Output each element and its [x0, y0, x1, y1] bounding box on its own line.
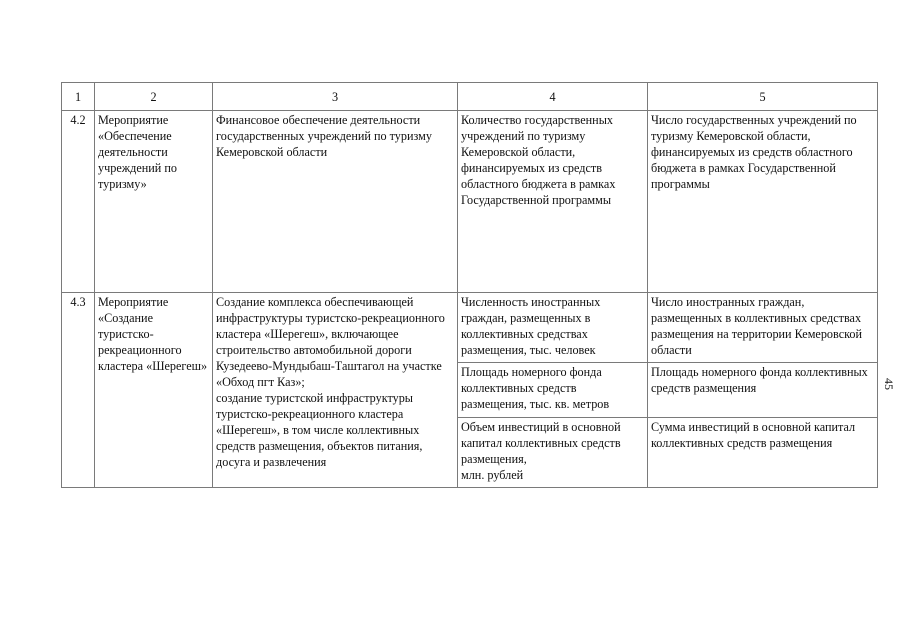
indicator-cell: Численность иностранных граждан, размещенных в коллективных средствах размещения, тыс. человек — [458, 293, 648, 363]
indicator-cell: Количество государственных учреждений по туризму Кемеровской области, финансируемых из средств областного бюджета в рамках Государственной программы — [458, 111, 648, 293]
event-name-cell: Мероприятие «Обеспечение деятельности учреждений по туризму» — [95, 111, 213, 293]
event-name-cell: Мероприятие «Создание туристско-рекреационного кластера «Шерегеш» — [95, 293, 213, 488]
event-description-cell: Создание комплекса обеспечивающей инфраструктуры туристско-рекреационного кластера «Шерегеш», включающее строительство автомобильной дороги Кузедеево-Мундыбаш-Таштагол на участке «Обход пгт Каз»; создание туристской инфраструктуры туристско-рекреационного кластера «Шерегеш», в том числе коллективных средств размещения, объектов питания, досуга и развлечения — [213, 293, 458, 488]
table-row — [62, 293, 878, 363]
table-header-row — [62, 83, 878, 111]
event-description-cell: Финансовое обеспечение деятельности государственных учреждений по туризму Кемеровской области — [213, 111, 458, 293]
method-cell: Площадь номерного фонда коллективных средств размещения — [648, 363, 878, 418]
row-number: 4.2 — [62, 111, 95, 293]
program-measures-table — [61, 82, 878, 488]
header-cell: 4 — [458, 83, 648, 111]
header-cell: 2 — [95, 83, 213, 111]
indicator-cell: Площадь номерного фонда коллективных средств размещения, тыс. кв. метров — [458, 363, 648, 418]
indicator-cell: Объем инвестиций в основной капитал коллективных средств размещения, млн. рублей — [458, 418, 648, 488]
table-row — [62, 111, 878, 293]
method-cell: Число государственных учреждений по туризму Кемеровской области, финансируемых из средств областного бюджета в рамках Государственной программы — [648, 111, 878, 293]
header-cell: 3 — [213, 83, 458, 111]
header-cell: 5 — [648, 83, 878, 111]
page-number: 45 — [882, 378, 896, 390]
header-cell: 1 — [62, 83, 95, 111]
method-cell: Число иностранных граждан, размещенных в коллективных средствах размещения на территории Кемеровской области — [648, 293, 878, 363]
method-cell: Сумма инвестиций в основной капитал коллективных средств размещения — [648, 418, 878, 488]
row-number: 4.3 — [62, 293, 95, 488]
